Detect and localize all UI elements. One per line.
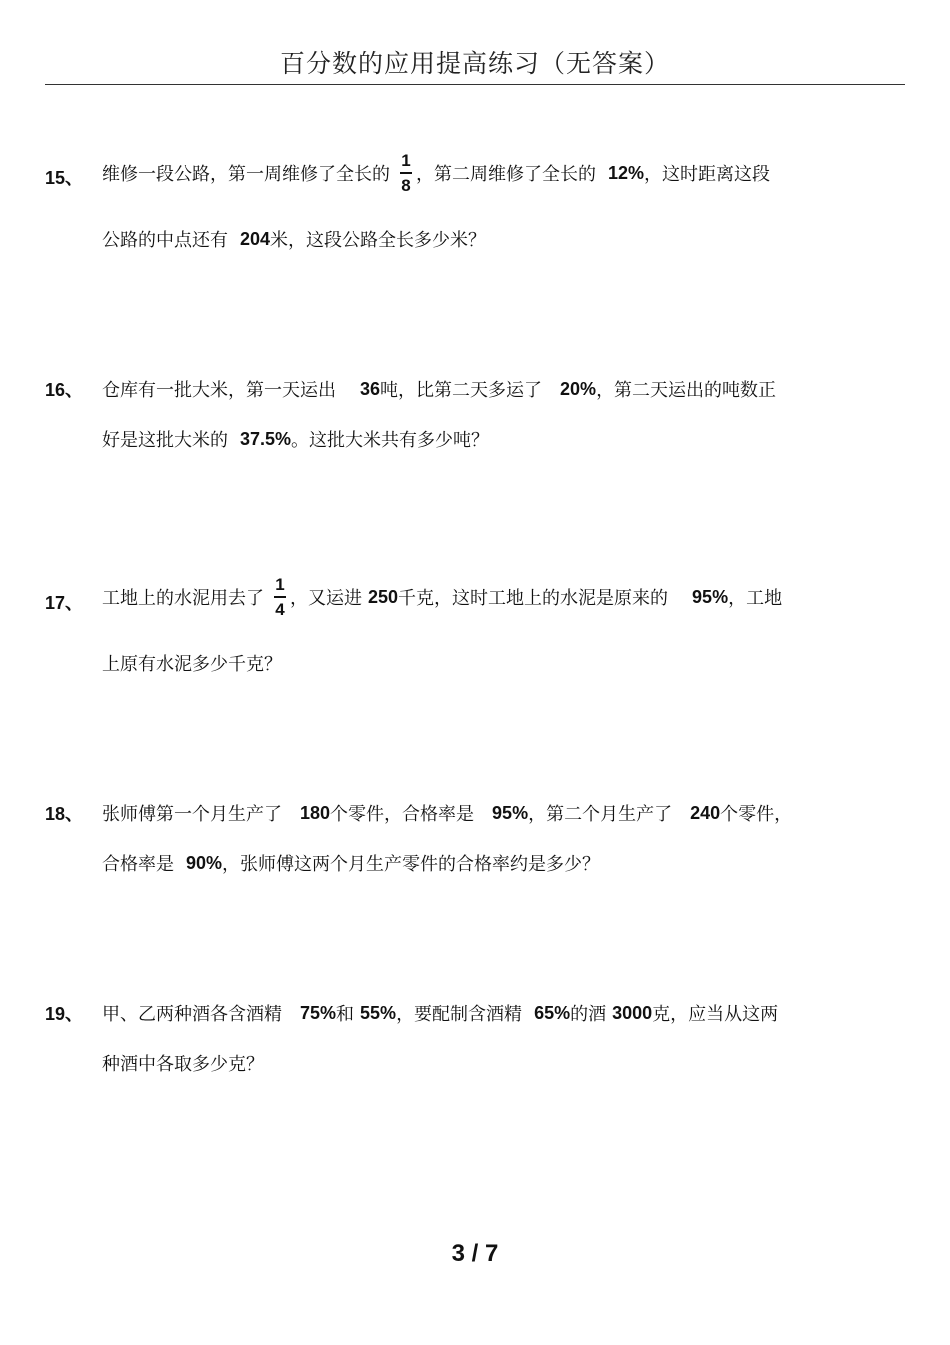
problem-line-1 xyxy=(102,574,782,620)
problem-line-1 xyxy=(102,150,770,196)
problem-value: 20% xyxy=(560,378,597,399)
fraction xyxy=(400,151,412,195)
problem-text: ，要配制含酒精 xyxy=(396,1004,523,1025)
problem-number: 18、 xyxy=(45,804,84,824)
problem-text: 吨，比第二天多运了 xyxy=(380,380,543,401)
problem-value: 240 xyxy=(690,802,721,823)
problem-text: 张师傅第一个月生产了 xyxy=(102,804,282,825)
problem-value: 3000 xyxy=(612,1002,653,1023)
page-title: 百分数的应用提高练习（无答案） xyxy=(279,49,670,78)
problem-text: 好是这批大米的 xyxy=(102,430,228,451)
problem-value: 204 xyxy=(240,228,271,249)
problem-text: 的酒 xyxy=(570,1004,607,1025)
problem-text: 仓库有一批大米，第一天运出 xyxy=(102,380,336,401)
problem-text: ，工地 xyxy=(728,588,783,609)
problem-line-1 xyxy=(102,800,792,826)
problem-text: 和 xyxy=(336,1004,355,1025)
problem-text: 工地上的水泥用去了 xyxy=(102,588,264,609)
problem-number: 19、 xyxy=(45,1004,84,1024)
problem-number: 16、 xyxy=(45,380,84,400)
problem-value: 36 xyxy=(360,378,381,399)
problem-line-1 xyxy=(102,1000,778,1026)
fraction-bar xyxy=(274,596,286,598)
problem-value: 95% xyxy=(492,802,529,823)
problem-text: 维修一段公路，第一周维修了全长的 xyxy=(102,164,390,185)
problem-value: 75% xyxy=(300,1002,337,1023)
problem-line-2 xyxy=(102,226,486,252)
problem-line-1 xyxy=(102,376,776,402)
problem-text: 上原有水泥多少千克？ xyxy=(102,654,282,675)
problem-line-2 xyxy=(102,650,282,676)
problem-number: 17、 xyxy=(45,593,84,613)
problem-text: ，张师傅这两个月生产零件的合格率约是多少？ xyxy=(222,854,601,875)
problem-value: 95% xyxy=(692,586,729,607)
problem-text: ，第二个月生产了 xyxy=(528,804,673,825)
problem-value: 180 xyxy=(300,802,331,823)
problem-value: 65% xyxy=(534,1002,571,1023)
fraction-numerator: 1 xyxy=(275,575,285,594)
problem-text: 种酒中各取多少克？ xyxy=(102,1054,264,1075)
problem-text: 公路的中点还有 xyxy=(102,230,228,251)
problem-text: 个零件， xyxy=(720,804,793,825)
problem-line-2 xyxy=(102,850,600,876)
problem-text: ，第二周维修了全长的 xyxy=(416,164,596,185)
problem-line-2 xyxy=(102,1050,264,1076)
problem-value: 37.5% xyxy=(240,428,292,449)
fraction-bar xyxy=(400,172,412,174)
problem-text: 千克，这时工地上的水泥是原来的 xyxy=(398,588,669,609)
problem-text: ，第二天运出的吨数正 xyxy=(596,380,777,401)
problem-text: 克，应当从这两 xyxy=(652,1004,779,1025)
problem-text: ，又运进 xyxy=(290,588,362,609)
problem-number: 15、 xyxy=(45,168,84,188)
problem-text: 米，这段公路全长多少米？ xyxy=(270,230,487,251)
problem-text: 。这批大米共有多少吨？ xyxy=(291,430,490,451)
problem-value: 12% xyxy=(608,162,645,183)
problem-text: 甲、乙两种酒各含酒精 xyxy=(102,1004,282,1025)
problem-text: 合格率是 xyxy=(102,854,174,875)
problem-text: 个零件，合格率是 xyxy=(330,804,475,825)
header-divider xyxy=(45,84,905,85)
problem-value: 90% xyxy=(186,852,223,873)
problem-value: 55% xyxy=(360,1002,397,1023)
fraction xyxy=(274,575,286,619)
page-number: 3 / 7 xyxy=(451,1240,499,1267)
fraction-denominator: 4 xyxy=(275,600,285,619)
problem-line-2 xyxy=(102,426,489,452)
problem-text: ，这时距离这段 xyxy=(644,164,771,185)
fraction-denominator: 8 xyxy=(401,176,411,195)
problem-value: 250 xyxy=(368,586,399,607)
fraction-numerator: 1 xyxy=(401,151,411,170)
